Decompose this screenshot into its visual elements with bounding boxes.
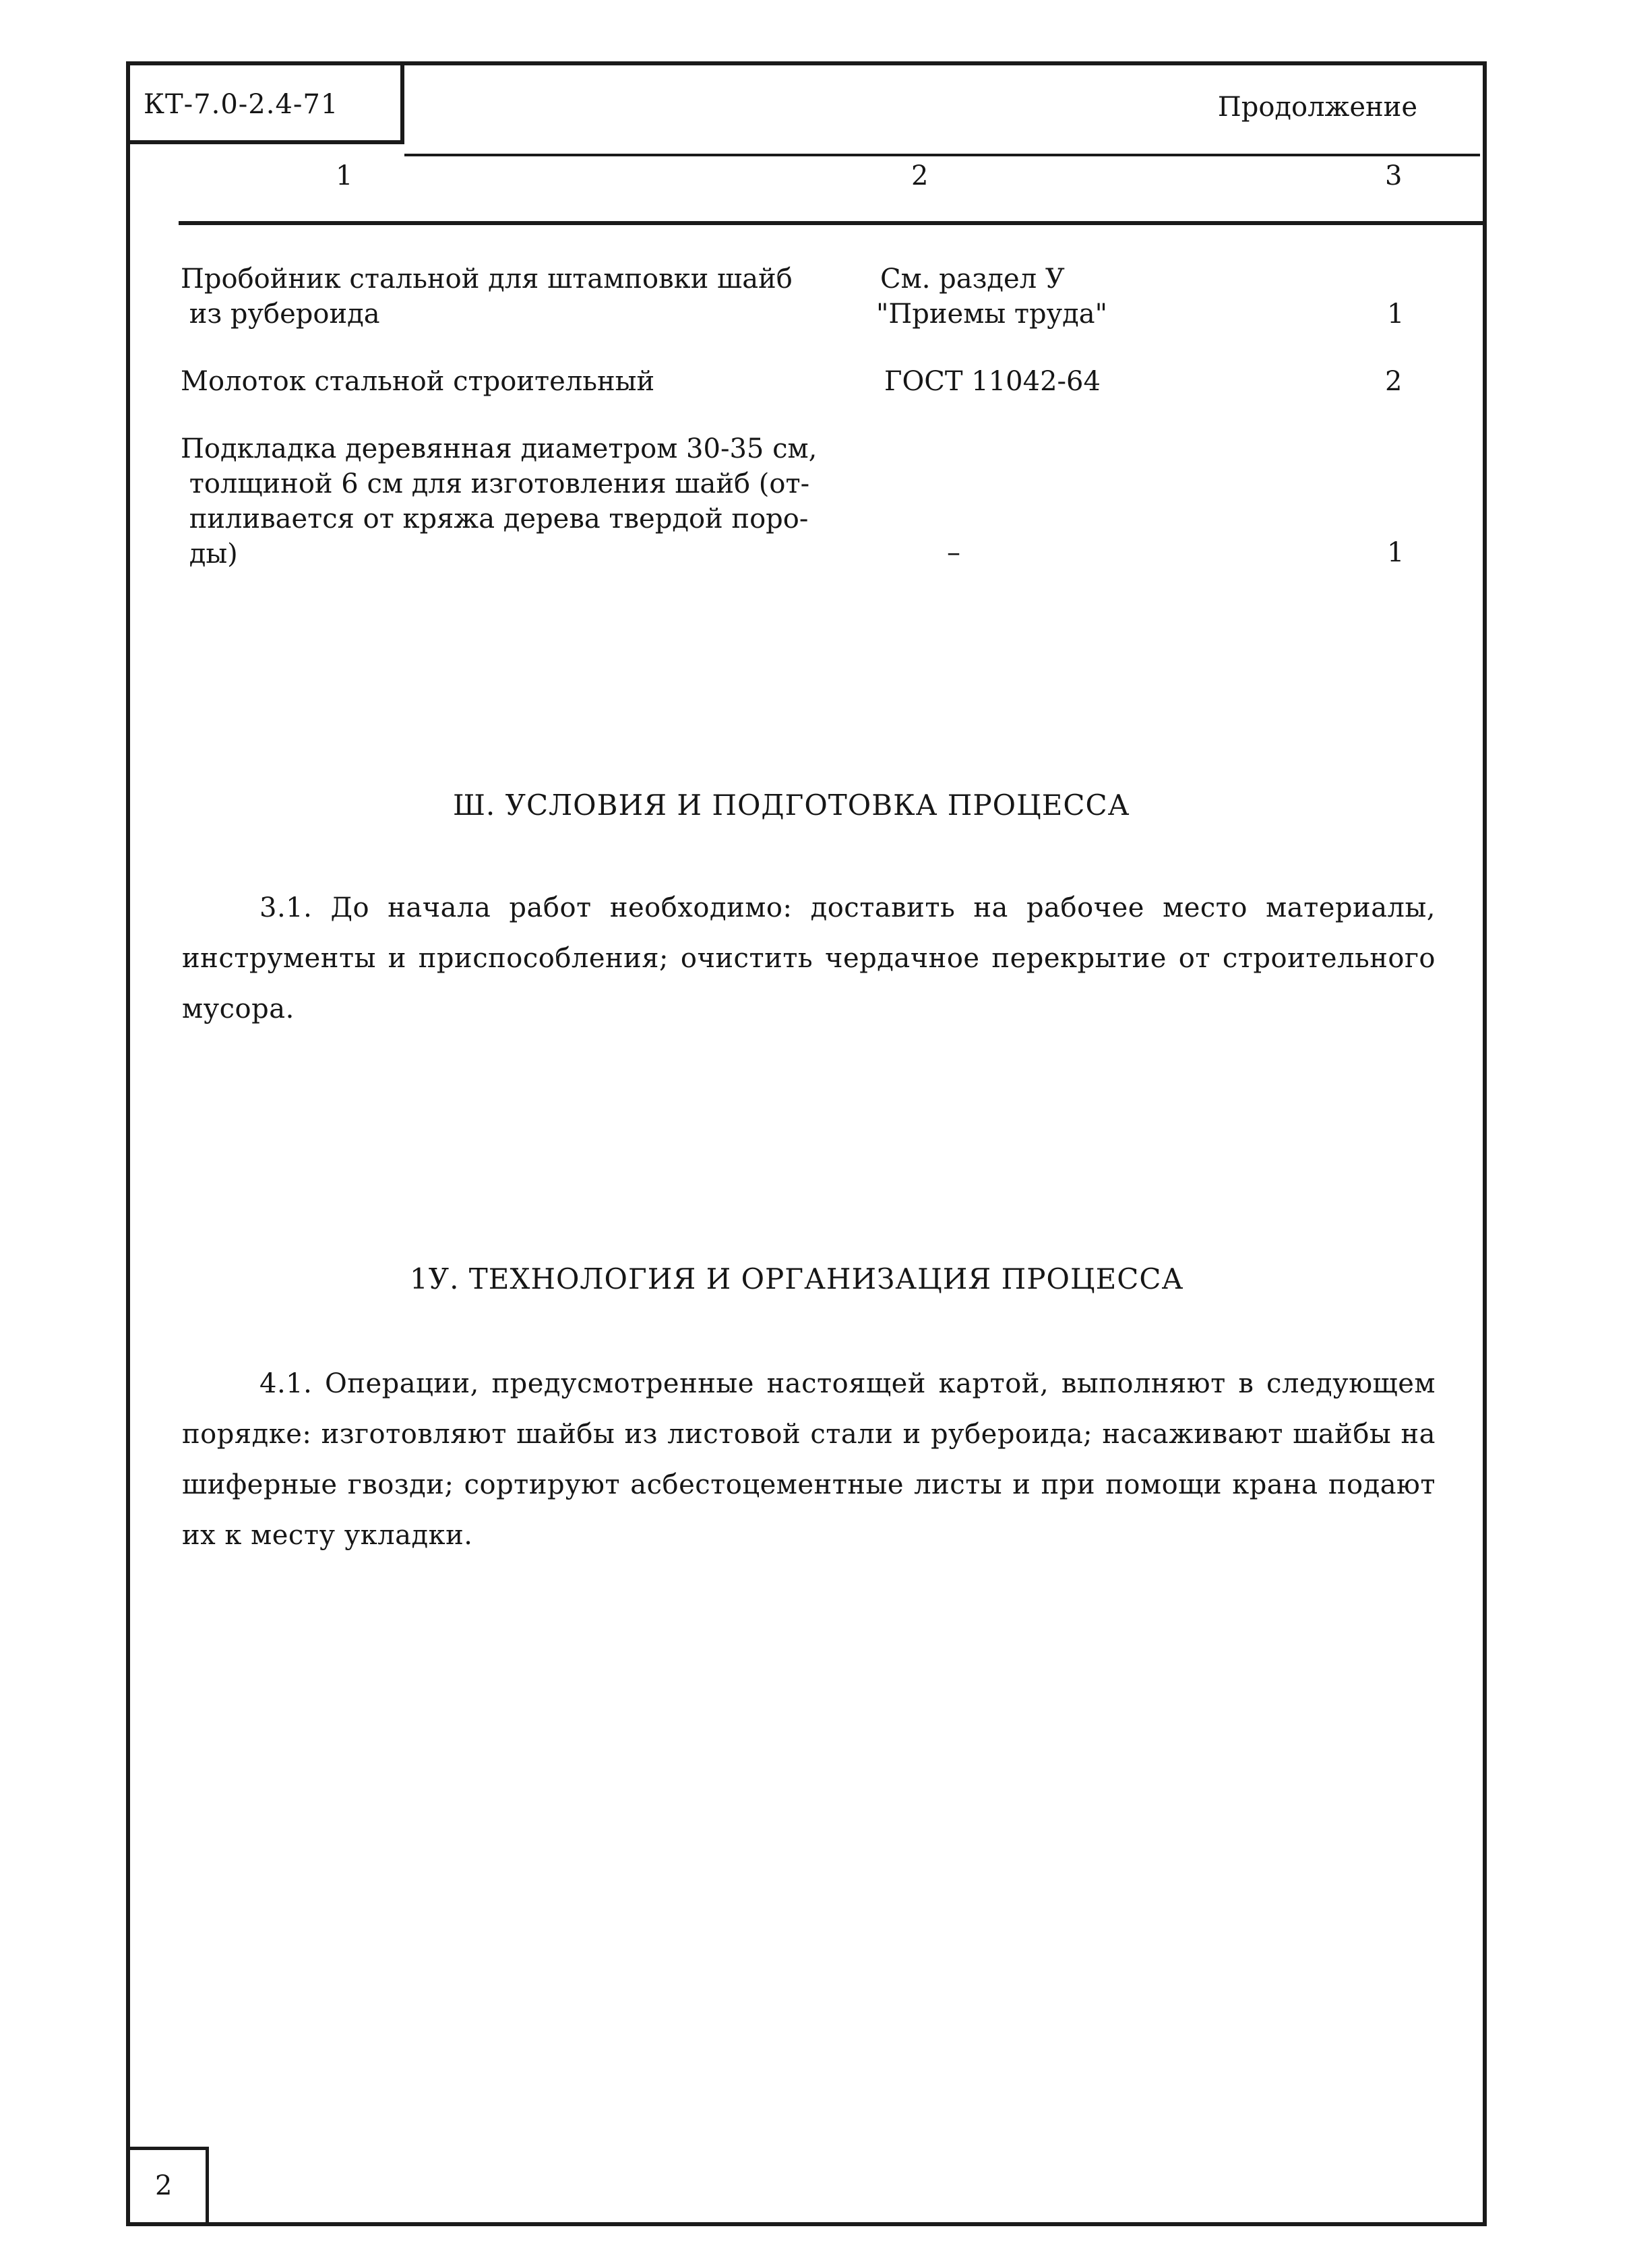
section-4-heading: 1У. ТЕХНОЛОГИЯ И ОРГАНИЗАЦИЯ ПРОЦЕССА <box>410 1262 1184 1295</box>
row-2-name-line-1: Молоток стальной строительный <box>181 366 655 397</box>
row-2-quantity: 2 <box>1385 366 1403 397</box>
frame-bottom-border <box>126 2222 1487 2226</box>
frame-right-border <box>1483 63 1487 2226</box>
column-number-2: 2 <box>911 160 929 191</box>
row-3-name-line-1: Подкладка деревянная диаметром 30-35 см, <box>181 433 818 464</box>
row-1-name-line-1: Пробойник стальной для штамповки шайб <box>181 264 793 295</box>
frame-left-border <box>126 63 130 2226</box>
row-3-name-line-3: пиливается от кряжа дерева твердой поро- <box>181 503 809 534</box>
column-number-1: 1 <box>336 160 353 191</box>
row-3-reference-line-1: – <box>947 537 960 568</box>
section-3-paragraph-text: 3.1. До начала работ необходимо: доставить на рабочее место материалы, инструменты и приспособления; очистить чердачное перекрытие от строительного мусора. <box>182 892 1436 1024</box>
section-3-heading: Ш. УСЛОВИЯ И ПОДГОТОВКА ПРОЦЕССА <box>453 789 1130 822</box>
row-1-quantity: 1 <box>1387 299 1405 330</box>
document-code: КТ-7.0-2.4-71 <box>144 89 339 120</box>
page-number: 2 <box>155 2170 173 2201</box>
section-4-paragraph <box>182 1359 1436 1561</box>
continuation-label: Продолжение <box>1217 92 1417 123</box>
table-header-rule <box>179 221 1485 225</box>
row-1-reference-line-1: См. раздел У <box>880 264 1065 295</box>
row-1-name-line-2: из рубероида <box>181 299 380 330</box>
row-3-name-line-4: ды) <box>181 539 238 570</box>
row-2-reference-line-1: ГОСТ 11042-64 <box>884 366 1101 397</box>
row-3-quantity: 1 <box>1387 537 1405 568</box>
row-3-name-line-2: толщиной 6 см для изготовления шайб (от- <box>181 468 810 499</box>
header-line <box>404 154 1480 156</box>
section-4-paragraph-text: 4.1. Операции, предусмотренные настоящей картой, выполняют в следующем порядке: изготовляют шайбы из листовой стали и рубероида; насаживают шайбы на шиферные гвозди; сортируют асбестоцементные листы и при помощи крана подают их к месту укладки. <box>182 1368 1436 1551</box>
column-number-3: 3 <box>1385 160 1403 191</box>
row-1-reference-line-2: "Приемы труда" <box>876 299 1108 330</box>
section-3-paragraph <box>182 883 1436 1035</box>
